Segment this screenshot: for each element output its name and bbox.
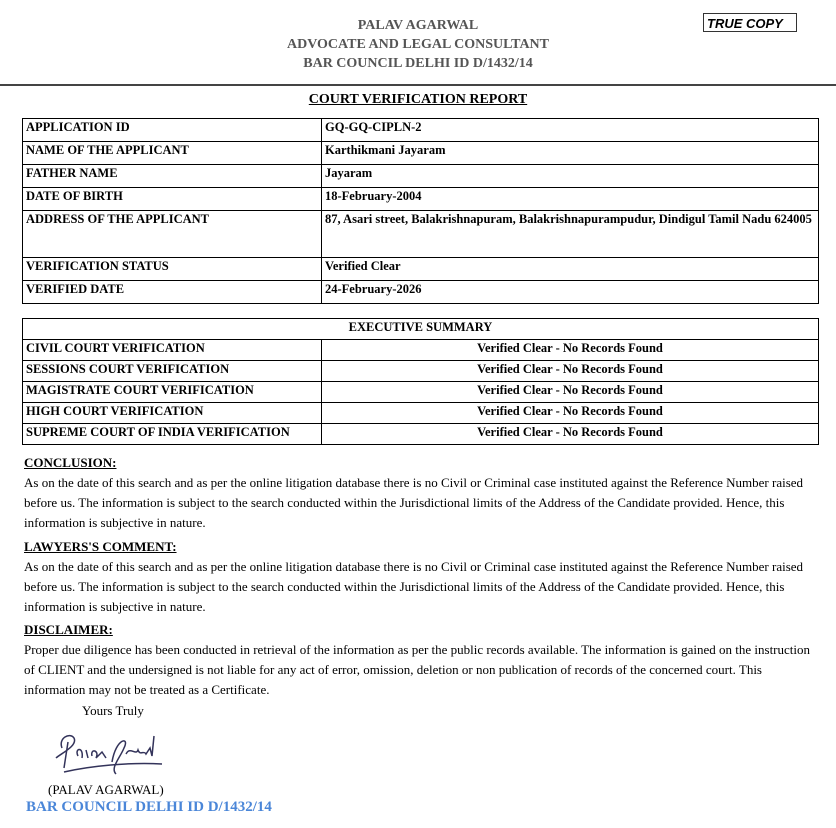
signatory-name: (PALAV AGARWAL) [48, 782, 164, 797]
advocate-name: PALAV AGARWAL [357, 18, 479, 33]
conclusion-heading: CONCLUSION: [24, 455, 117, 470]
field-label: ADDRESS OF THE APPLICANT [23, 211, 322, 258]
court-result: Verified Clear - No Records Found [322, 361, 819, 382]
report-title: COURT VERIFICATION REPORT [308, 92, 528, 107]
field-label: VERIFIED DATE [23, 281, 322, 304]
court-label: HIGH COURT VERIFICATION [23, 403, 322, 424]
disclaimer-section [24, 620, 814, 700]
court-result: Verified Clear - No Records Found [322, 424, 819, 445]
field-label: NAME OF THE APPLICANT [23, 142, 322, 165]
field-label: FATHER NAME [23, 165, 322, 188]
table-row [23, 211, 819, 258]
table-row [23, 258, 819, 281]
field-value: Jayaram [322, 165, 819, 188]
court-label: CIVIL COURT VERIFICATION [23, 340, 322, 361]
signatory-bar-id: BAR COUNCIL DELHI ID D/1432/14 [26, 799, 272, 815]
court-label: SESSIONS COURT VERIFICATION [23, 361, 322, 382]
table-row [23, 188, 819, 211]
disclaimer-heading: DISCLAIMER: [24, 622, 113, 637]
conclusion-section [24, 453, 814, 533]
signature-image [50, 728, 170, 778]
field-value: 24-February-2026 [322, 281, 819, 304]
header-divider [0, 84, 836, 86]
table-row [23, 403, 819, 424]
table-row [23, 340, 819, 361]
lawyers-comment-section [24, 537, 814, 617]
table-row [23, 165, 819, 188]
table-row [23, 361, 819, 382]
court-result: Verified Clear - No Records Found [322, 382, 819, 403]
true-copy-stamp: TRUE COPY [703, 13, 797, 32]
disclaimer-text: Proper due diligence has been conducted in retrieval of the information as per the public records available. The information is gained on the instruction of CLIENT and the undersigned is not liable for any act of error, omission, deletion or non publication of records of the concerned court. This information may not be treated as a Certificate. [24, 642, 811, 697]
court-result: Verified Clear - No Records Found [322, 403, 819, 424]
conclusion-text: As on the date of this search and as per the online litigation database there is no Civil or Criminal case instituted against the Reference Number raised before us. The information is subject to the search conducted within the Jurisdictional limits of the Address of the Candidate provided. Hence, this information is subjective in nature. [24, 475, 804, 530]
field-label: VERIFICATION STATUS [23, 258, 322, 281]
table-row [23, 382, 819, 403]
applicant-details-table [22, 118, 819, 304]
field-value: GQ-GQ-CIPLN-2 [322, 119, 819, 142]
field-value: 18-February-2004 [322, 188, 819, 211]
court-label: SUPREME COURT OF INDIA VERIFICATION [23, 424, 322, 445]
field-label: APPLICATION ID [23, 119, 322, 142]
field-value: 87, Asari street, Balakrishnapuram, Balakrishnapurampudur, Dindigul Tamil Nadu 624005 [322, 211, 819, 258]
field-label: DATE OF BIRTH [23, 188, 322, 211]
field-value: Karthikmani Jayaram [322, 142, 819, 165]
table-row [23, 424, 819, 445]
court-result: Verified Clear - No Records Found [322, 340, 819, 361]
table-header [23, 319, 819, 340]
summary-heading: EXECUTIVE SUMMARY [23, 319, 819, 340]
comment-text: As on the date of this search and as per the online litigation database there is no Civil or Criminal case instituted against the Reference Number raised before us. The information is subject to the search conducted within the Jurisdictional limits of the Address of the Candidate provided. Hence, this information is subjective in nature. [24, 559, 804, 614]
comment-heading: LAWYERS'S COMMENT: [24, 539, 177, 554]
advocate-role: ADVOCATE AND LEGAL CONSULTANT [286, 37, 549, 52]
table-row [23, 281, 819, 304]
table-row [23, 142, 819, 165]
closing: Yours Truly [82, 703, 144, 718]
table-row [23, 119, 819, 142]
court-label: MAGISTRATE COURT VERIFICATION [23, 382, 322, 403]
executive-summary-table [22, 318, 819, 445]
advocate-bar-id: BAR COUNCIL DELHI ID D/1432/14 [303, 56, 533, 71]
field-value: Verified Clear [322, 258, 819, 281]
